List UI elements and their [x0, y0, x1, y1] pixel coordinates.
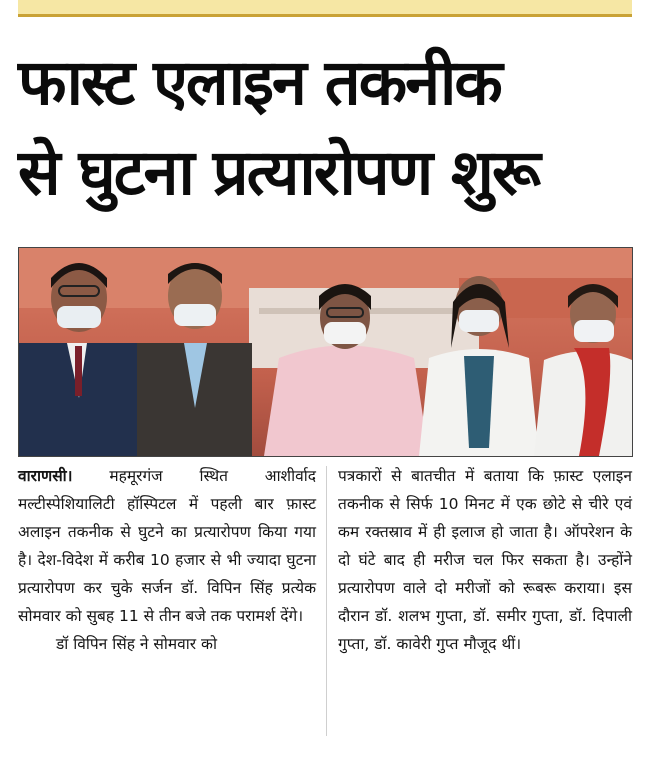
news-photo	[18, 247, 633, 457]
headline-line-1: फास्ट एलाइन तकनीक	[18, 46, 501, 119]
dateline: वाराणसी।	[18, 467, 73, 485]
person-4-mask	[459, 310, 499, 332]
news-photo-illustration	[19, 248, 632, 456]
page-top-band	[18, 0, 632, 17]
headline	[18, 38, 632, 218]
article-text-2: डॉ विपिन सिंह ने सोमवार को	[56, 635, 217, 653]
article-paragraph-1	[18, 462, 316, 630]
person-3-mask	[324, 322, 366, 344]
person-2-mask	[174, 304, 216, 326]
article-paragraph-3: पत्रकारों से बातचीत में बताया कि फ़ास्ट एलाइन तकनीक से सिर्फ 10 मिनट में एक छोटे से चीरे एवं कम रक्तस्राव में ही इलाज हो जाता है। ऑपरेशन के दो घंटे बाद ही मरीज चल फिर सकता है। उन्होंने प्रत्यारोपण वाले दो मरीजों को रूबरू कराया। इस दौरान डॉ. शलभ गुप्ता, डॉ. समीर गुप्ता, डॉ. दिपाली गुप्ता, डॉ. कावेरी गुप्त मौजूद थीं।	[338, 467, 632, 653]
column-divider	[326, 466, 327, 736]
person-3-gown	[264, 346, 429, 457]
person-1-mask	[57, 306, 101, 328]
person-1-tie	[75, 346, 82, 396]
article-text-1: महमूरगंज स्थित आशीर्वाद मल्टीस्पेशियालिटी हॉस्पिटल में पहली बार फ़ास्ट अलाइन तकनीक से घुटने का प्रत्यारोपण किया गया है। देश-विदेश में करीब 10 हजार से भी ज्यादा घुटना प्रत्यारोपण कर चुके सर्जन डॉ. विपिन सिंह प्रत्येक सोमवार को सुबह 11 से तीन बजे तक परामर्श देंगे।	[18, 467, 316, 625]
article-column-left	[18, 462, 316, 658]
article-paragraph-2	[18, 630, 316, 658]
headline-line-2: से घुटना प्रत्यारोपण शुरू	[18, 136, 539, 209]
article-column-right	[338, 462, 632, 658]
person-5-mask	[574, 320, 614, 342]
person-4-top	[464, 356, 494, 448]
